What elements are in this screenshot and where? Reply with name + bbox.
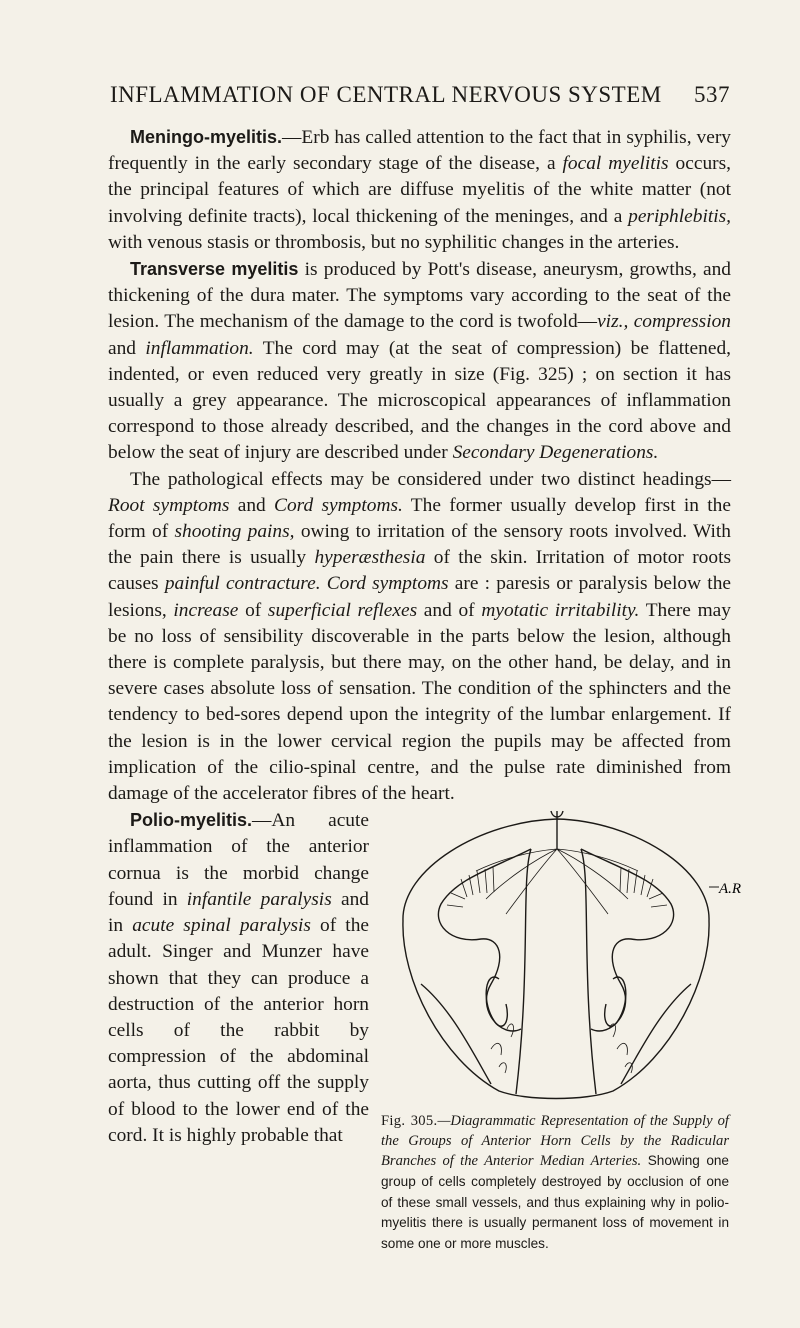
anterior-fissure <box>516 849 596 1094</box>
body-text <box>108 124 742 1319</box>
paragraph-polio-myelitis: Polio-myelitis.—An acute inflammation of the anterior cornua is the morbid change found in infantile paralysis and in acute spinal paralysis of the adult. Singer and Munzer have shown that they can produce a destruction of the anterior horn cells of the rabbit by compression of the abdominal aorta, thus cutting off the supply of blood to the lower end of the cord. It is highly probable that <box>108 810 369 1146</box>
heading-transverse-myelitis: Transverse myelitis <box>130 259 299 280</box>
grey-matter-left <box>438 849 531 1031</box>
heading-polio-myelitis: Polio-myelitis. <box>130 810 253 831</box>
paragraph-transverse-myelitis: Transverse myelitis is produced by Pott's disease, aneurysm, growths, and thickening of the dura mater. The symptoms vary according to the seat of the lesion. The mechanism of the damage to the cord is twofold—viz., compression and inflammation. The cord may (at the seat of compression) be flattened, indented, or even reduced very greatly in size (Fig. 325) ; on section it has usually a grey appearance. The microscopical appearances of inflammation correspond to those already described, and the changes in the cord above and below the seat of injury are described under Secondary Degenerations. <box>108 259 731 464</box>
figure-title: —Diagrammatic Representation of the Supply of the Groups of Anterior Horn Cells by the Radicular Branches of the Anterior Median Arteries. <box>381 1113 729 1170</box>
running-head-title: INFLAMMATION OF CENTRAL NERVOUS SYSTEM <box>110 82 662 107</box>
cell-group-left <box>486 977 507 1026</box>
anterior-roots <box>421 984 691 1084</box>
figure-marker: A.R <box>719 881 742 898</box>
heading-meningo-myelitis: Meningo-myelitis. <box>130 127 283 147</box>
cell-group-right <box>605 977 626 1026</box>
running-head <box>110 82 730 108</box>
paragraph-pathological-effects: The pathological effects may be considered under two distinct headings—Root symptoms and Cord symptoms. The former usually develop first in the form of shooting pains, owing to irritation of the sensory roots involved. With the pain there is usually hyperæsthesia of the skin. Irritation of motor roots causes painful contracture. Cord symptoms are : paresis or paralysis below the lesions, increase of superficial reflexes and of myotatic irritability. There may be no loss of sensibility discoverable in the parts below the lesion, although there is complete paralysis, but there may, on the other hand, be delay, and in severe cases absolute loss of sensation. The condition of the sphincters and the tendency to bed-sores depend upon the integrity of the lumbar enlargement. If the lesion is in the lower cervical region the pupils may be affected from implication of the cilio-spinal centre, and the pulse rate diminished from damage of the accelerator fibres of the heart. <box>108 468 732 805</box>
anterior-median-artery <box>551 811 563 849</box>
paragraph-meningo-myelitis: Meningo-myelitis.—Erb has called attention to the fact that in syphilis, very frequently in the early secondary stage of the disease, a focal myelitis occurs, the principal features of which are diffuse myelitis of the white matter (not involving definite tracts), local thickening of the meninges, and a periphlebitis, with venous stasis or thrombosis, but no syphilitic changes in the arteries. <box>108 127 731 253</box>
figure-305 <box>381 809 742 1319</box>
page-number: 537 <box>694 82 730 107</box>
figure-description: Showing one group of cells completely destroyed by occlusion of one of these small vessels, and thus explaining why in polio-myelitis there is usually permanent loss of movement in some one or more muscles. <box>381 1153 729 1251</box>
spinal-cord-diagram <box>381 809 742 1109</box>
figure-label: Fig. 305. <box>381 1113 438 1130</box>
radicular-branches <box>447 849 667 1073</box>
grey-matter-right <box>581 849 674 1031</box>
figure-caption <box>381 1112 729 1254</box>
cord-outline <box>403 819 709 1099</box>
